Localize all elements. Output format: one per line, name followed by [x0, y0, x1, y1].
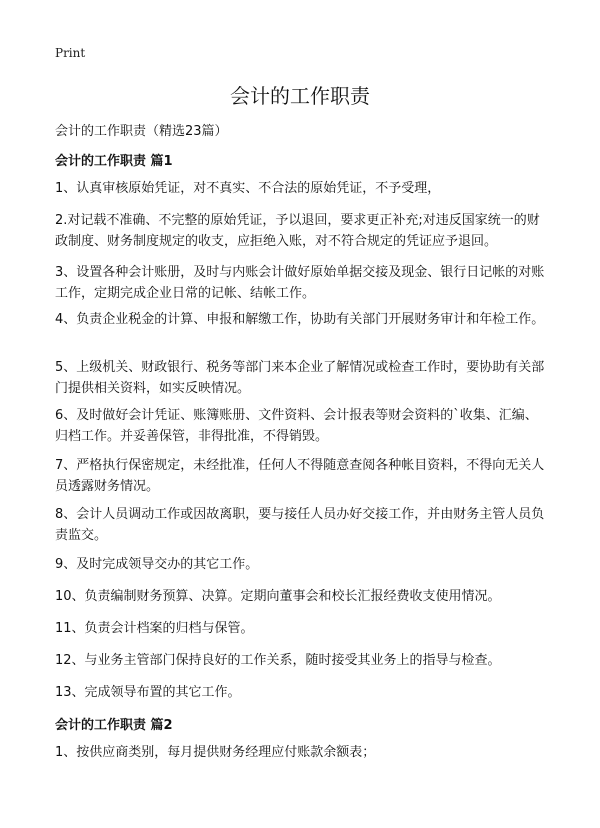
paragraph-1-2: 2.对记载不准确、不完整的原始凭证，予以退回，要求更正补充;对违反国家统一的财政制度、财务制度规定的收支，应拒绝入账，对不符合规定的凭证应予退回。	[55, 213, 540, 249]
paragraph-1-11: 11、负责会计档案的归档与保管。	[55, 621, 254, 636]
paragraph-1-1: 1、认真审核原始凭证，对不真实、不合法的原始凭证，不予受理，	[55, 181, 441, 196]
print-label: Print	[55, 46, 86, 60]
section-heading-1: 会计的工作职责 篇1	[55, 154, 173, 169]
paragraph-2-1: 1、按供应商类别，每月提供财务经理应付账款余额表；	[55, 745, 376, 760]
paragraph-1-12: 12、与业务主管部门保持良好的工作关系，随时接受其业务上的指导与检查。	[55, 653, 501, 668]
paragraph-1-7: 7、严格执行保密规定，未经批准，任何人不得随意查阅各种帐目资料，不得向无关人员透露财务情况。	[55, 458, 545, 494]
paragraph-1-6: 6、及时做好会计凭证、账簿账册、文件资料、会计报表等财会资料的`收集、汇编、归档工作。并妥善保管，非得批准，不得销毁。	[55, 408, 538, 444]
paragraph-1-8: 8、会计人员调动工作或因故离职，要与接任人员办好交接工作，并由财务主管人员负责监交。	[55, 507, 545, 543]
document-title: 会计的工作职责	[230, 84, 370, 108]
document-subtitle: 会计的工作职责（精选23篇）	[55, 124, 228, 139]
paragraph-1-10: 10、负责编制财务预算、决算。定期向董事会和校长汇报经费收支使用情况。	[55, 589, 501, 604]
paragraph-1-9: 9、及时完成领导交办的其它工作。	[55, 557, 259, 572]
paragraph-1-3: 3、设置各种会计账册，及时与内账会计做好原始单据交接及现金、银行日记帐的对账工作，定期完成企业日常的记帐、结帐工作。	[55, 265, 545, 301]
section-heading-2: 会计的工作职责 篇2	[55, 718, 173, 733]
paragraph-1-13: 13、完成领导布置的其它工作。	[55, 685, 241, 700]
paragraph-1-4: 4、负责企业税金的计算、申报和解缴工作，协助有关部门开展财务审计和年检工作。	[55, 312, 545, 327]
paragraph-1-5: 5、上级机关、财政银行、税务等部门来本企业了解情况或检查工作时，要协助有关部门提供相关资料，如实反映情况。	[55, 360, 545, 396]
